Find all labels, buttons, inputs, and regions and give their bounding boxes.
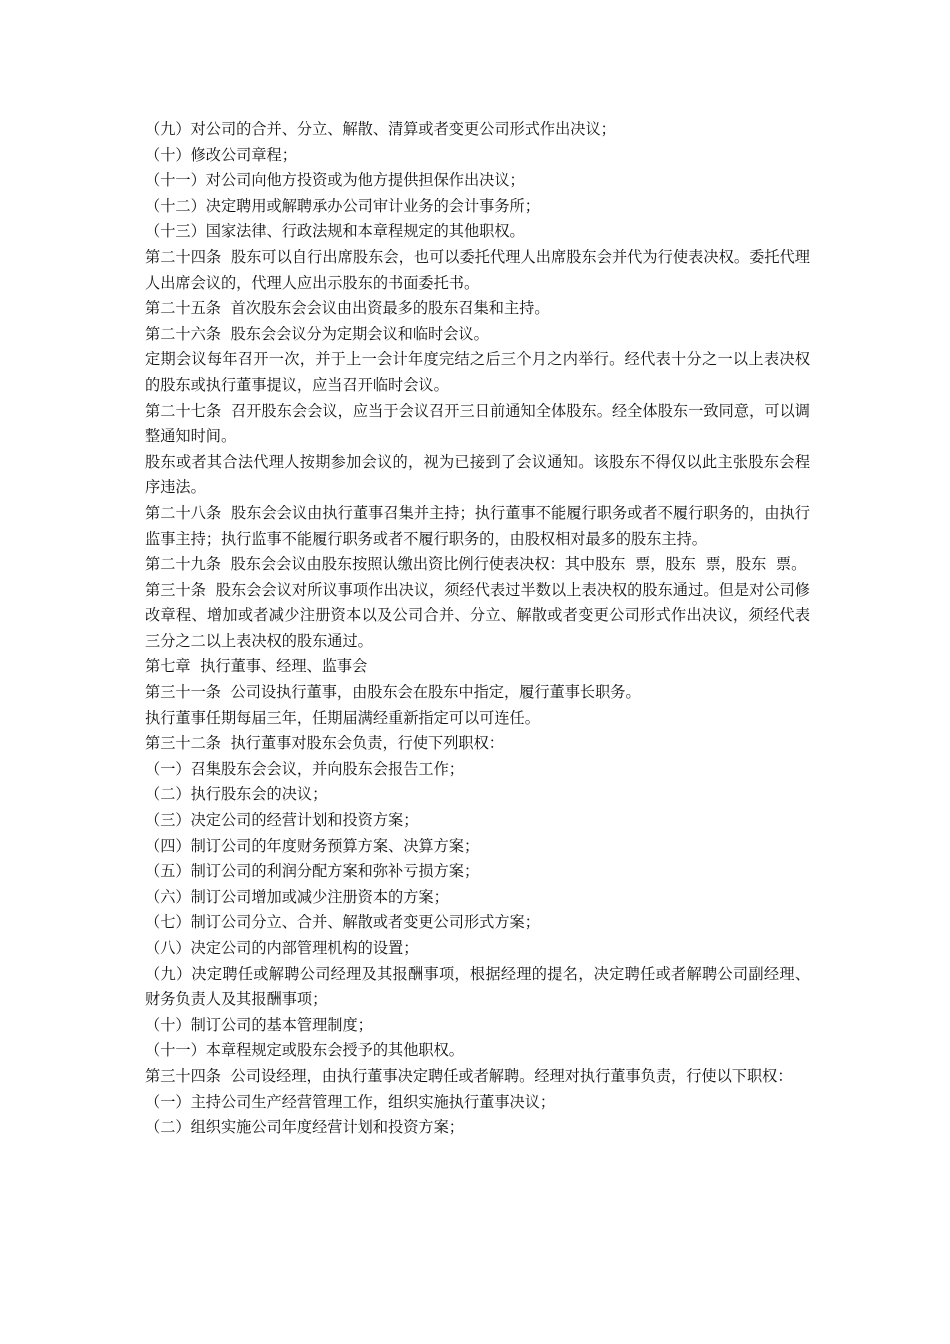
chapter-heading: 第七章 执行董事、经理、监事会: [145, 657, 368, 676]
list-item: （三）决定公司的经营计划和投资方案；: [145, 811, 419, 830]
paragraph: 定期会议每年召开一次，并于上一会计年度完结之后三个月之内举行。经代表十分之一以上表决权的股东或执行董事提议，应当召开临时会议。: [145, 350, 810, 394]
paragraph: 执行董事任期每届三年，任期届满经重新指定可以可连任。: [145, 708, 540, 727]
list-item: （六）制订公司增加或减少注册资本的方案；: [145, 887, 449, 906]
article-27: 第二十七条 召开股东会会议，应当于会议召开三日前通知全体股东。经全体股东一致同意，可以调整通知时间。: [145, 401, 810, 446]
list-item: （九）决定聘任或解聘公司经理及其报酬事项，根据经理的提名，决定聘任或者解聘公司副经理、财务负责人及其报酬事项；: [145, 964, 810, 1009]
article-32: 第三十二条 执行董事对股东会负责，行使下列职权：: [145, 734, 504, 753]
article-29: 第二十九条 股东会会议由股东按照认缴出资比例行使表决权：其中股东 票，股东 票，股东 票。: [145, 555, 807, 574]
list-item: （五）制订公司的利润分配方案和弥补亏损方案；: [145, 862, 480, 881]
list-item: （八）决定公司的内部管理机构的设置；: [145, 939, 419, 957]
paragraph: （十一）对公司向他方投资或为他方提供担保作出决议；: [145, 171, 525, 190]
paragraph: （十二）决定聘用或解聘承办公司审计业务的会计事务所；: [145, 196, 540, 215]
list-item: （七）制订公司分立、合并、解散或者变更公司形式方案；: [145, 913, 540, 932]
article-28: 第二十八条 股东会会议由执行董事召集并主持；执行董事不能履行职务或者不履行职务的，由执行监事主持；执行监事不能履行职务或者不履行职务的，由股权相对最多的股东主持。: [145, 503, 810, 548]
article-30: 第三十条 股东会会议对所议事项作出决议，须经代表过半数以上表决权的股东通过。但是对公司修改章程、增加或者减少注册资本以及公司合并、分立、解散或者变更公司形式作出决议，须经代表三分之二以上表决权的股东通过。: [145, 580, 810, 650]
list-item: （四）制订公司的年度财务预算方案、决算方案；: [145, 836, 480, 855]
list-item: （十）制订公司的基本管理制度；: [145, 1015, 373, 1034]
list-item: （一）主持公司生产经营管理工作，组织实施执行董事决议；: [145, 1092, 556, 1111]
paragraph: （九）对公司的合并、分立、解散、清算或者变更公司形式作出决议；: [145, 120, 616, 138]
list-item: （一）召集股东会会议，并向股东会报告工作；: [145, 759, 464, 778]
list-item: （十一）本章程规定或股东会授予的其他职权。: [145, 1041, 464, 1060]
paragraph: （十三）国家法律、行政法规和本章程规定的其他职权。: [145, 222, 525, 241]
paragraph: 股东或者其合法代理人按期参加会议的，视为已接到了会议通知。该股东不得仅以此主张股东会程序违法。: [145, 452, 810, 497]
paragraph: （十）修改公司章程；: [145, 145, 297, 164]
article-26: 第二十六条 股东会会议分为定期会议和临时会议。: [145, 324, 489, 343]
article-25: 第二十五条 首次股东会会议由出资最多的股东召集和主持。: [145, 299, 550, 318]
document-body: [145, 117, 810, 1141]
article-34: 第三十四条 公司设经理，由执行董事决定聘任或者解聘。经理对执行董事负责，行使以下职权：: [145, 1066, 793, 1085]
list-item: （二）组织实施公司年度经营计划和投资方案；: [145, 1118, 464, 1137]
article-24: 第二十四条 股东可以自行出席股东会，也可以委托代理人出席股东会并代为行使表决权。委托代理人出席会议的，代理人应出示股东的书面委托书。: [145, 247, 810, 292]
list-item: （二）执行股东会的决议；: [145, 785, 328, 804]
article-31: 第三十一条 公司设执行董事，由股东会在股东中指定，履行董事长职务。: [145, 683, 641, 702]
